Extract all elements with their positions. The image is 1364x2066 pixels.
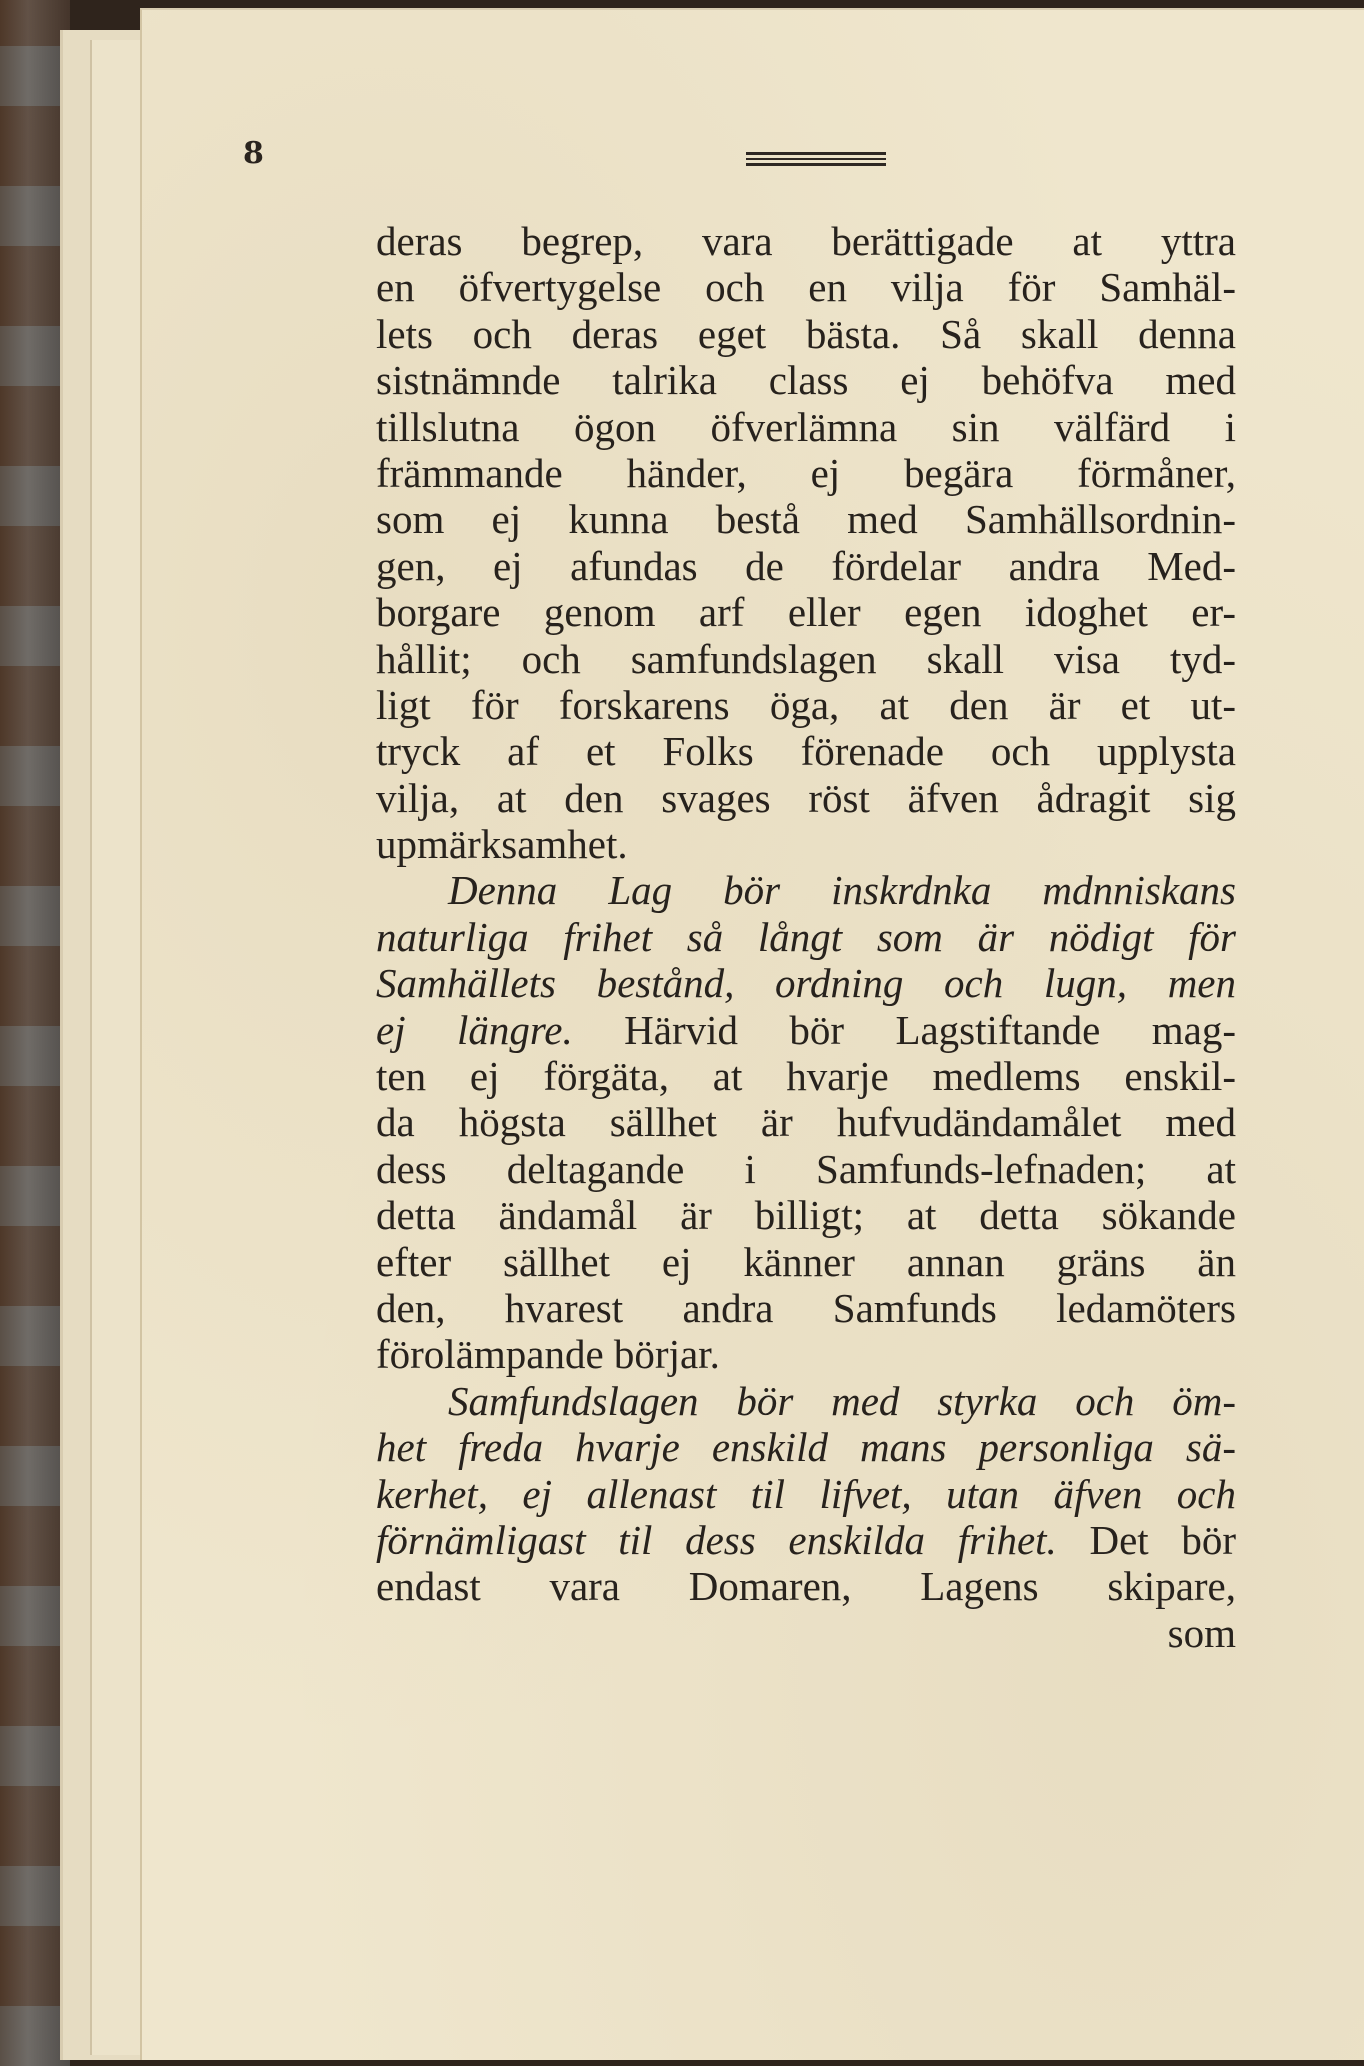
text-segment: Det bör: [1056, 1516, 1237, 1563]
text-segment: deras begrep, vara berättigade at yttra: [376, 218, 1236, 264]
text-line: [376, 404, 1236, 450]
text-line: [376, 450, 1236, 496]
italic-text-segment: Samhällets bestånd, ordning och lugn, men: [376, 960, 1236, 1007]
text-line: [376, 960, 1236, 1006]
text-segment: upmärksamhet.: [376, 821, 628, 868]
text-segment: vilja, at den svages röst äfven ådragit sig: [376, 774, 1236, 821]
text-line: [376, 821, 1236, 867]
text-line: [376, 1563, 1236, 1609]
italic-text-segment: naturliga frihet så långt som är nödigt för: [376, 913, 1236, 960]
text-segment: förolämpande börjar.: [376, 1331, 720, 1378]
text-segment: tillslutna ögon öfverlämna sin välfärd i: [376, 403, 1236, 450]
text-segment: tryck af et Folks förenade och upplysta: [376, 728, 1236, 775]
italic-text-segment: ej längre.: [376, 1006, 573, 1053]
text-line: [376, 1007, 1236, 1053]
text-line: [376, 1053, 1236, 1099]
text-segment: hållit; och samfundslagen skall visa tyd-: [376, 635, 1236, 682]
text-line: [376, 1378, 1236, 1424]
text-line: [376, 311, 1236, 357]
text-segment: lets och deras eget bästa. Så skall denna: [376, 310, 1236, 357]
text-line: [376, 775, 1236, 821]
text-line: [376, 496, 1236, 542]
text-line: [376, 867, 1236, 913]
text-segment: ligt för forskarens öga, at den är et ut-: [376, 681, 1236, 728]
text-line: [376, 1239, 1236, 1285]
text-segment: som ej kunna bestå med Samhällsordnin-: [376, 496, 1236, 543]
italic-text-segment: Samfundslagen bör med styrka och öm-: [448, 1377, 1236, 1424]
page-number: 8: [243, 136, 264, 171]
text-segment: Härvid bör Lagstiftande mag-: [572, 1006, 1236, 1053]
page-body-text: [376, 218, 1236, 1656]
text-line: [376, 682, 1236, 728]
text-line: [376, 1331, 1236, 1377]
text-segment: gen, ej afundas de fördelar andra Med-: [376, 542, 1236, 589]
text-segment: efter sällhet ej känner annan gräns än: [376, 1238, 1236, 1285]
italic-text-segment: kerhet, ej allenast til lifvet, utan äfven och: [376, 1470, 1236, 1517]
text-segment: da högsta sällhet är hufvudändamålet med: [376, 1099, 1236, 1146]
text-line: [376, 1610, 1236, 1656]
italic-text-segment: förnämligast til dess enskilda frihet.: [376, 1516, 1057, 1563]
italic-text-segment: het freda hvarje enskild mans personliga sä-: [376, 1424, 1236, 1471]
text-segment: detta ändamål är billigt; at detta sökande: [376, 1192, 1236, 1239]
text-segment: den, hvarest andra Samfunds ledamöters: [376, 1284, 1236, 1331]
text-segment: främmande händer, ej begära förmåner,: [376, 449, 1236, 496]
text-segment: en öfvertygelse och en vilja för Samhäl-: [376, 264, 1236, 311]
text-line: [376, 1192, 1236, 1238]
text-segment: som: [1167, 1609, 1236, 1656]
text-segment: sistnämnde talrika class ej behöfva med: [376, 357, 1236, 404]
text-line: [376, 357, 1236, 403]
text-line: [376, 264, 1236, 310]
header-rule: [746, 152, 886, 166]
text-segment: ten ej förgäta, at hvarje medlems enskil-: [376, 1053, 1236, 1100]
text-line: [376, 1471, 1236, 1517]
text-line: [376, 543, 1236, 589]
text-line: [376, 914, 1236, 960]
text-line: [376, 1424, 1236, 1470]
text-segment: dess deltagande i Samfunds-lefnaden; at: [376, 1145, 1236, 1192]
italic-text-segment: Denna Lag bör inskrdnka mdnniskans: [448, 867, 1236, 914]
text-line: [376, 1285, 1236, 1331]
text-segment: endast vara Domaren, Lagens skipare,: [376, 1563, 1236, 1610]
text-line: [376, 218, 1236, 264]
text-line: [376, 1146, 1236, 1192]
text-line: [376, 589, 1236, 635]
text-segment: borgare genom arf eller egen idoghet er-: [376, 589, 1236, 636]
text-line: [376, 728, 1236, 774]
text-line: [376, 1099, 1236, 1145]
text-line: [376, 1517, 1236, 1563]
text-line: [376, 636, 1236, 682]
